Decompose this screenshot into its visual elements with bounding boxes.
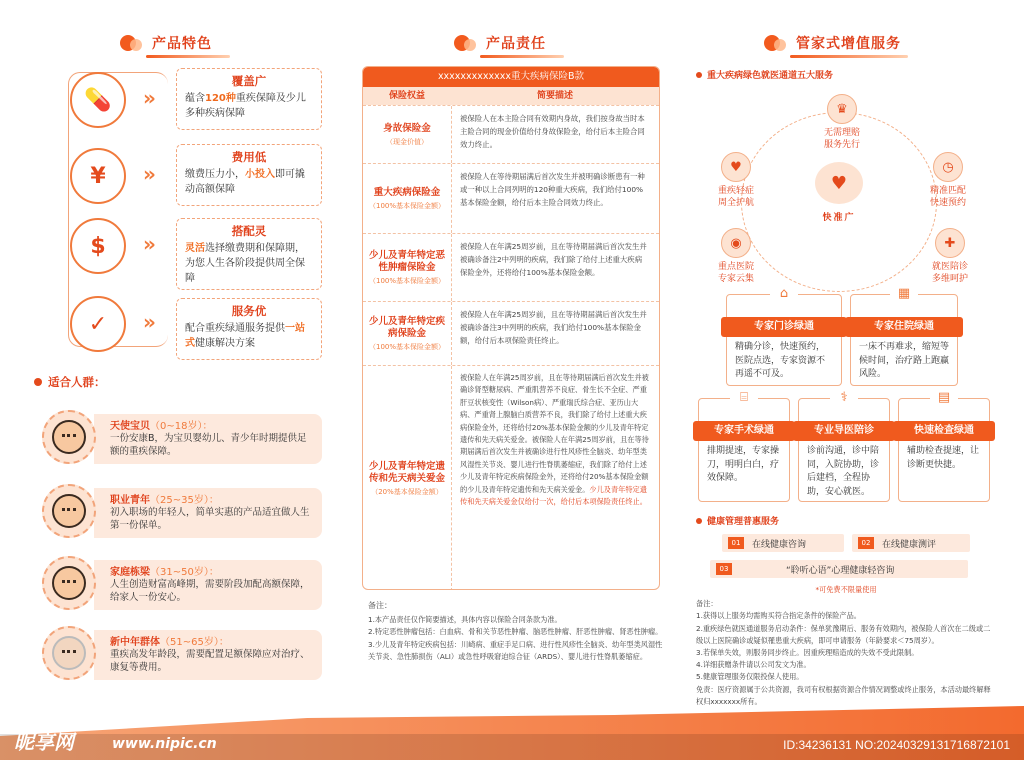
report-icon: ▤ bbox=[930, 387, 958, 409]
heart-medical-icon: ♥ bbox=[815, 162, 863, 204]
bed-icon: ⌸ bbox=[730, 387, 758, 409]
responsibility-section-title: 产品责任 bbox=[454, 30, 546, 56]
clinic-icon: ⌂ bbox=[770, 283, 798, 305]
crowd-item: 天使宝贝（0~18岁）： 一份安康B，为宝贝婴幼儿、青少年时期提供足额的重疾保障。 bbox=[42, 410, 322, 466]
yen-coin-icon: ¥ bbox=[70, 148, 126, 204]
heart-hand-icon: ♥ bbox=[721, 152, 751, 182]
stethoscope-icon: ⚕ bbox=[830, 387, 858, 409]
watermark-url: www.nipic.cn bbox=[112, 736, 217, 752]
table-title: xxxxxxxxxxxxx重大疾病保险B款 bbox=[363, 67, 659, 87]
middle-notes: 备注： 1.本产品责任仅作简要描述，具体内容以保险合同条款为准。 2.特定恶性肿瘤包括：白血病、骨和关节恶性肿瘤、脑恶性肿瘤、肝恶性肿瘤、肾恶性肿瘤。 3.少儿及青年特定疾病包括：川崎病、重症手足口病、进行性风疹性全脑炎、幼年型类风湿性关节炎、急性肺损伤（ALI）或急性呼吸窘迫综合征（ARDS）、婴儿进行性脊肌萎缩症。 bbox=[368, 601, 663, 661]
watermark-id: ID:34236131 NO:20240329131716872101 bbox=[783, 738, 1010, 752]
service-card-checkup: ▤ 快速检查绿通 辅助检查提速，让诊断更快捷。 bbox=[898, 398, 990, 502]
service-node: ◉ 重点医院 专家云集 bbox=[698, 228, 774, 285]
doctor-icon: ✚ bbox=[935, 228, 965, 258]
table-row: 少儿及青年特定疾病保险金 （100%基本保险金额） 被保险人在年满25周岁前，且在等待期届满后首次发生并被确诊备注3中列明的疾病，我们给付100%基本保险金额，给付后本项保险责任终止。 bbox=[363, 301, 659, 365]
table-row: 重大疾病保险金 （100%基本保险金额） 被保险人在等待期届满后首次发生并被明确诊断患有一种或一种以上合同列明的120种重大疾病，我们给付100%基本保险金额，给付后本主险合同效力终止。 bbox=[363, 163, 659, 233]
feature-card-coverage: 覆盖广 蕴含120种重疾保障及少儿多种疾病保障 bbox=[176, 68, 322, 130]
chevron-right-icon: » bbox=[143, 232, 156, 256]
health-item: 02 在线健康测评 bbox=[858, 534, 936, 552]
table-row: 少儿及青年特定恶性肿瘤保险金 （100%基本保险金额） 被保险人在年满25周岁前，且在等待期届满后首次发生并被确诊备注2中列明的疾病，我们除了给付上述重大疾病保险金外，还将给付100%基本保险金额。 bbox=[363, 233, 659, 301]
elder-avatar-icon bbox=[42, 626, 96, 680]
crowd-title: 适合人群： bbox=[34, 374, 106, 390]
feature-card-service: 服务优 配合重疾绿通服务提供一站式健康解决方案 bbox=[176, 298, 322, 360]
young-woman-avatar-icon bbox=[42, 484, 96, 538]
health-item: 03 “聆听心语”心理健康轻咨询 bbox=[716, 560, 894, 578]
chevron-right-icon: » bbox=[143, 162, 156, 186]
watermark-logo: 昵享网 bbox=[14, 730, 74, 754]
service-node: ◷ 精准匹配 快速预约 bbox=[910, 152, 986, 209]
crowd-item: 新中年群体（51~65岁）： 重疾高发年龄段，需要配置足额保障应对治疗、康复等费用。 bbox=[42, 626, 322, 682]
crowd-item: 家庭栋梁（31~50岁）： 人生创造财富高峰期，需要阶段加配高额保障，给家人一份安心。 bbox=[42, 556, 322, 612]
service-node: ✚ 就医陪诊 多维呵护 bbox=[912, 228, 988, 285]
globe-pin-icon: ◉ bbox=[721, 228, 751, 258]
shield-check-icon: ✓ bbox=[70, 296, 126, 352]
bullet-dot-icon bbox=[34, 378, 42, 386]
table-header-row: 保险权益 简要描述 bbox=[363, 87, 659, 105]
features-section-title: 产品特色 bbox=[120, 30, 212, 56]
feature-card-flexible: 搭配灵 灵活选择缴费期和保障期，为您人生各阶段提供周全保障 bbox=[176, 218, 322, 290]
service-card-inpatient: ▦ 专家住院绿通 一床不再难求，缩短等候时间，治疗路上跑赢风险。 bbox=[850, 294, 958, 386]
title-dots-icon bbox=[120, 33, 146, 53]
service-card-surgery: ⌸ 专家手术绿通 排期提速，专家操刀，明明白白，疗效保障。 bbox=[698, 398, 790, 502]
table-row: 身故保险金 （现金价值） 被保险人在本主险合同有效期内身故，我们按身故当时本主险合同的现金价值给付身故保险金，给付后本主险合同效力终止。 bbox=[363, 105, 659, 163]
title-dots-icon bbox=[764, 33, 790, 53]
title-dots-icon bbox=[454, 33, 480, 53]
hub: ♥ 快准广 bbox=[804, 162, 874, 234]
bullet-dot-icon bbox=[696, 72, 702, 78]
service-card-clinic: ⌂ 专家门诊绿通 精确分诊，快速预约，医院点选，专家资源不再遥不可及。 bbox=[726, 294, 842, 386]
child-avatar-icon bbox=[42, 410, 96, 464]
health-title: 健康管理普惠服务 bbox=[696, 514, 779, 527]
capsule-icon: 💊 bbox=[70, 72, 126, 128]
green-channel-title: 重大疾病绿色就医通道五大服务 bbox=[696, 68, 833, 81]
hospital-icon: ▦ bbox=[890, 283, 918, 305]
service-node: ♥ 重疾轻症 周全护航 bbox=[698, 152, 774, 209]
health-item: 01 在线健康咨询 bbox=[728, 534, 806, 552]
crowd-item: 职业青年（25~35岁）： 初入职场的年轻人，简单实惠的产品适宜做人生第一份保单。 bbox=[42, 484, 322, 540]
chevron-right-icon: » bbox=[143, 310, 156, 334]
table-row: 少儿及青年特定遗传和先天病关爱金 （20%基本保险金额） 被保险人在年满25周岁前，且在等待期届满后首次发生并被确诊肾型糖尿病、严重肌营养不良症、骨生长不全症、严重肝豆状核变性（Wilson病）、严重瑞氏综合症、亚历山大病、严重肾上腺脑白质营养不良，我们除了给付上述重大疾病保险金外，还将给付20%基本保险金额的少儿及青年特定遗传和先天病关爱金。被保险人在年满25周岁前，且在等待期届满后首次发生并被确诊进行性风疹性全脑炎、幼年型类风湿性关节炎、婴儿进行性脊肌萎缩症，我们除了给付上述少儿及青年特定疾病保险金外，还将给付20%基本保险金额的少儿及青年特定遗传和先天病关爱金。少儿及青年特定遗传和先天病关爱金仅给付一次，给付后本项保险责任终止。 bbox=[363, 365, 659, 590]
money-bag-icon: $ bbox=[70, 218, 126, 274]
feature-card-low-cost: 费用低 缴费压力小，小投入即可撬动高额保障 bbox=[176, 144, 322, 206]
service-node: ♛ 无需理赔 服务先行 bbox=[804, 94, 880, 151]
crown-icon: ♛ bbox=[827, 94, 857, 124]
service-card-escort: ⚕ 专业导医陪诊 诊前沟通，诊中陪同，入院协助，诊后建档，全程协助，安心就医。 bbox=[798, 398, 890, 502]
butler-section-title: 管家式增值服务 bbox=[764, 30, 901, 56]
right-notes: *可免费不限量使用 备注： 1.获得以上服务均需购买符合指定条件的保险产品。 2.重疾绿色就医通道服务启动条件：保单犹豫期后、服务有效期内，被保险人首次在二级或二级以上医院确诊或疑似罹患重大疾病，即可申请服务（年龄要求＜75周岁）。 3.若保单失效，则服务同步终止。因重疾理赔造成的失效不受此限制。 4.详细获赠条件请以公司发文为准。 5.健康管理服务仅限投保人使用。 免责：医疗资源属于公共资源，我司有权根据资源合作情况调整或终止服务，本活动最终解释权归xxxxxxx所有。 bbox=[696, 585, 991, 706]
man-avatar-icon bbox=[42, 556, 96, 610]
bullet-dot-icon bbox=[696, 518, 702, 524]
benefit-table bbox=[362, 66, 660, 590]
chevron-right-icon: » bbox=[143, 86, 156, 110]
clock-icon: ◷ bbox=[933, 152, 963, 182]
